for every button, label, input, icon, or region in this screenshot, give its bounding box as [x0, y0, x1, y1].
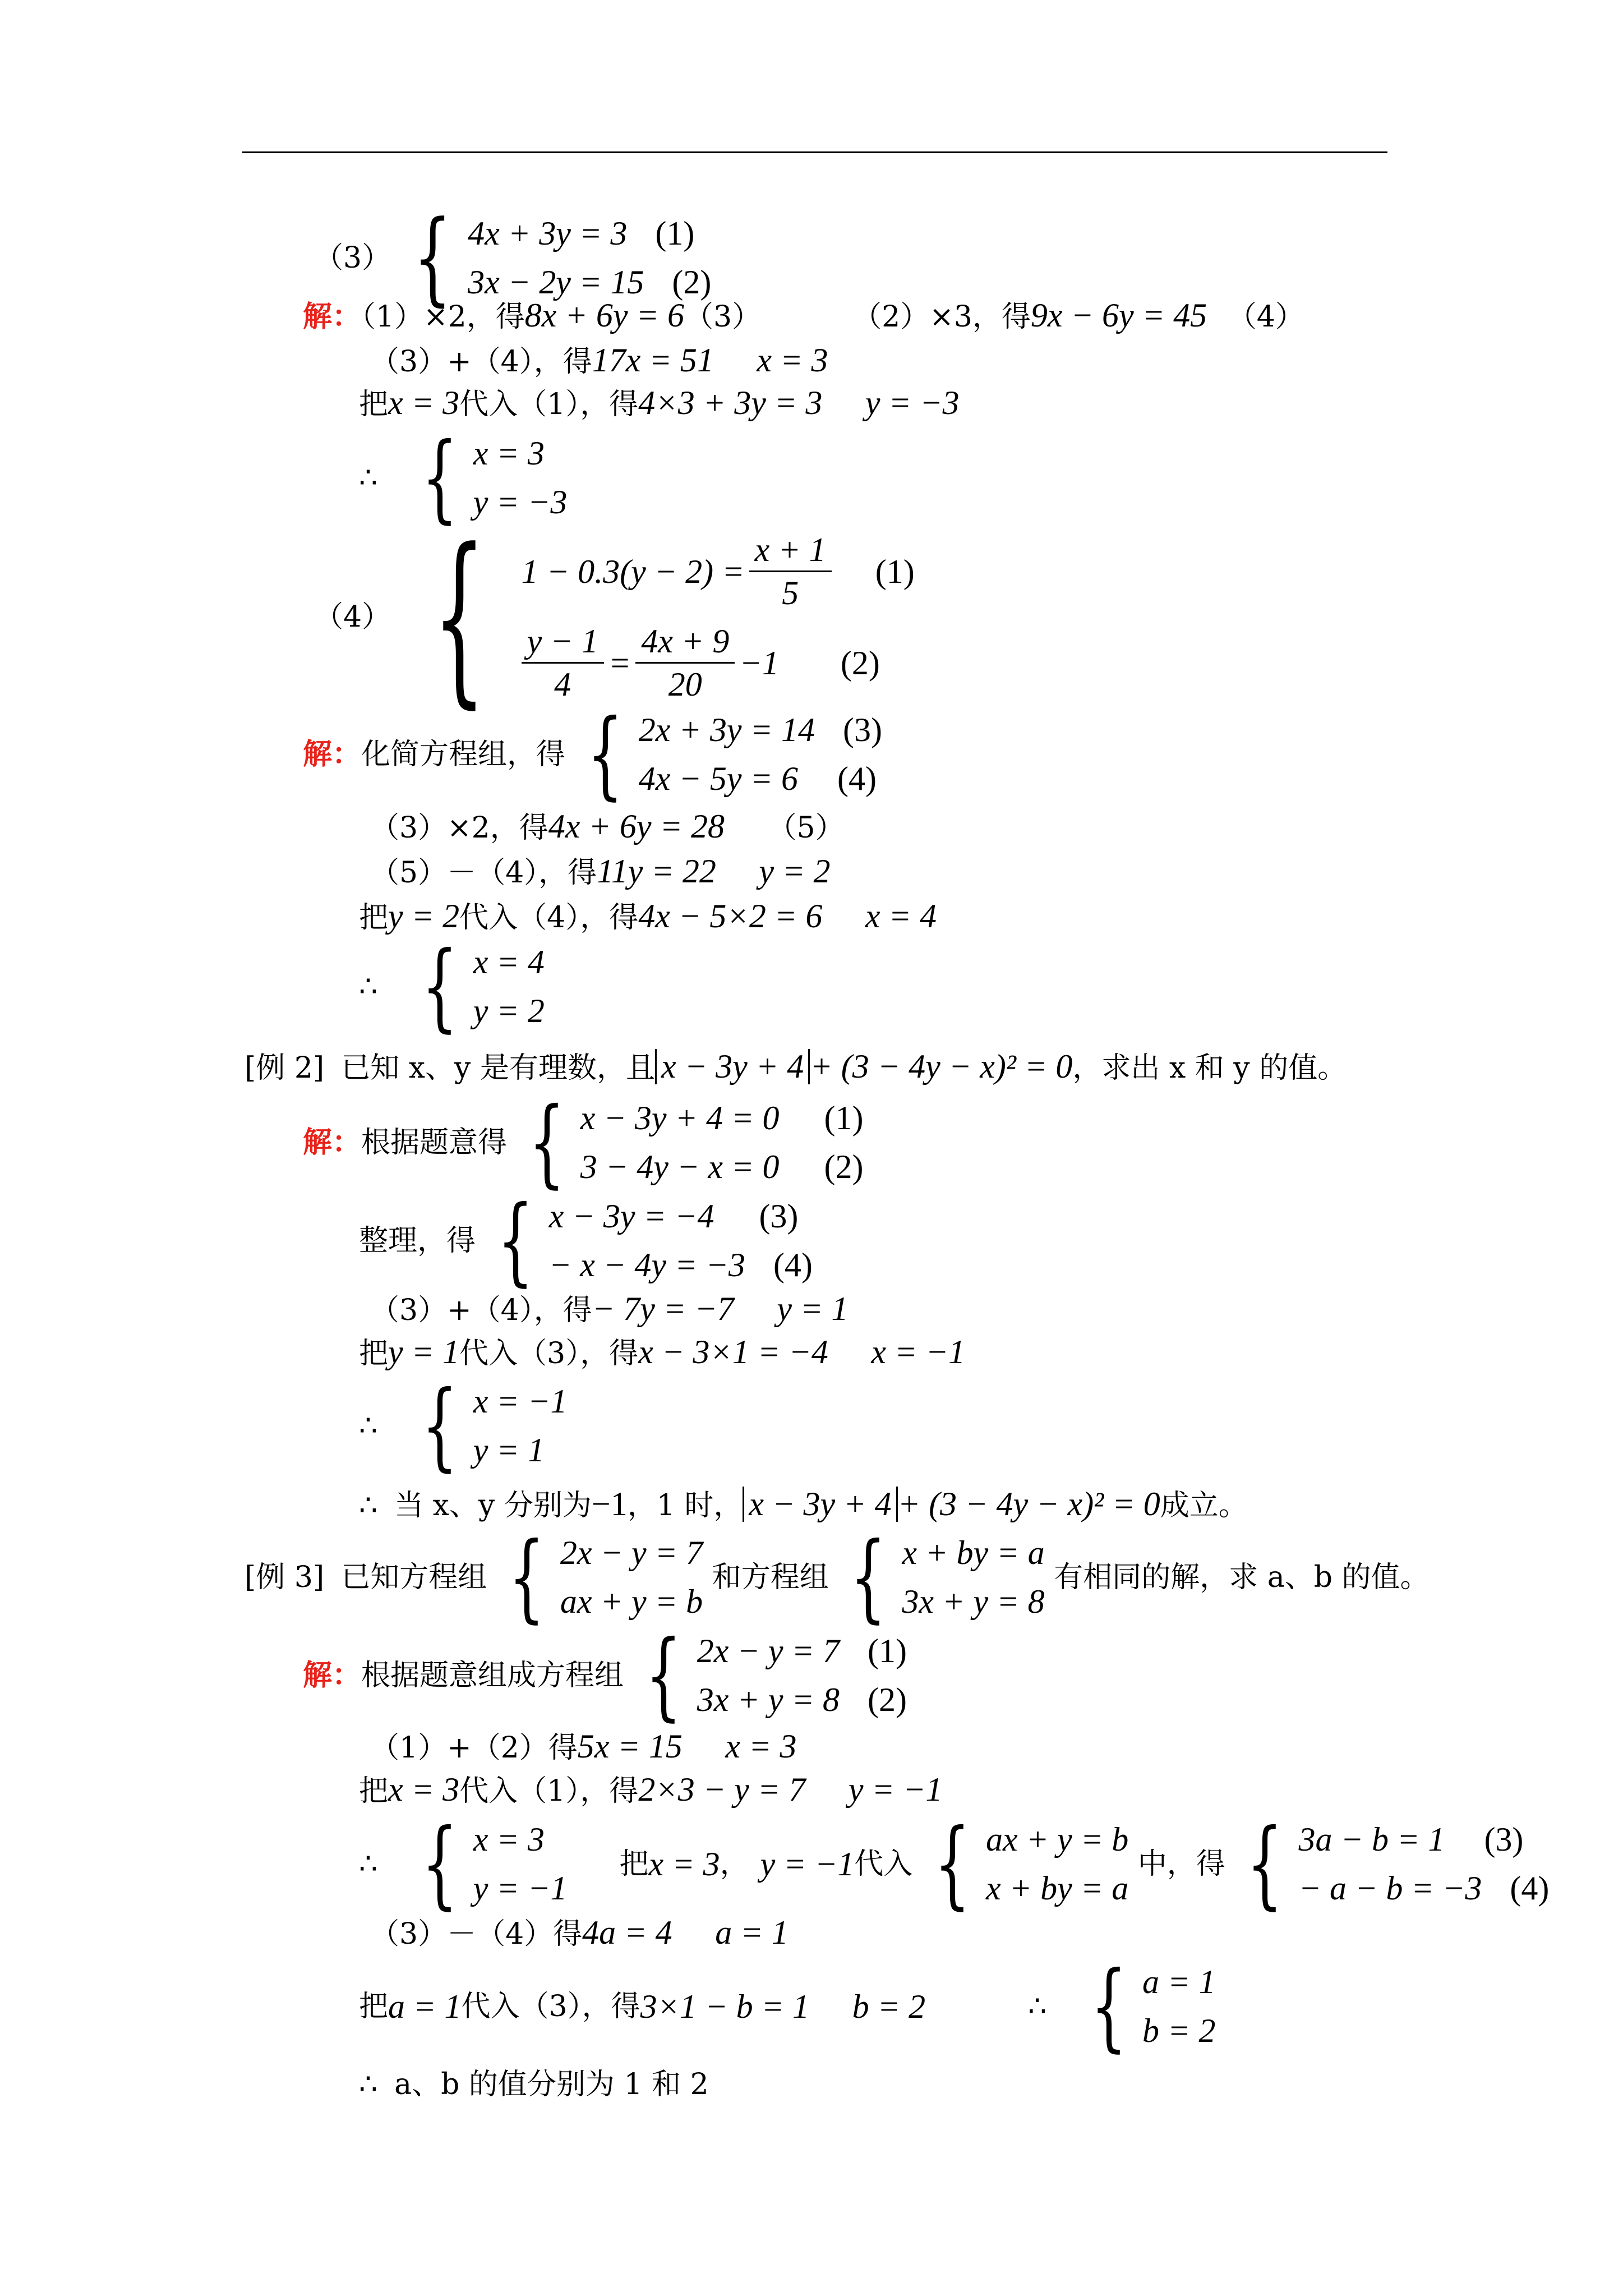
equation-system	[575, 699, 882, 810]
statement-text: 有相同的解，求 a、b 的值。	[1054, 1561, 1430, 1594]
answer-system	[1078, 1951, 1216, 2062]
equation-system	[838, 1522, 1045, 1633]
equation: 3a − b = 1	[1298, 1821, 1445, 1858]
step-text: 成立。	[1160, 1489, 1248, 1522]
therefore-symbol: ∴	[359, 970, 378, 1004]
answer-system	[409, 1370, 568, 1481]
answer: y = −1	[473, 1870, 568, 1907]
therefore-symbol: ∴	[359, 2068, 378, 2101]
equation: x + by = a	[902, 1534, 1045, 1571]
equation: 2x − y = 7	[697, 1632, 840, 1669]
left-brace: {	[508, 1522, 545, 1633]
fraction: $\frac{y - 1}{4}$	[522, 623, 604, 703]
equation-tag: (3)	[842, 711, 882, 748]
step-line	[359, 1951, 1216, 2062]
math: x = −1	[871, 1333, 965, 1370]
math: 2×3 − y = 7	[638, 1771, 806, 1808]
math: y = 1	[777, 1290, 849, 1327]
solution-label: 解：	[303, 1125, 362, 1159]
math: 8x + 6y = 6	[524, 297, 685, 334]
step-text: （3）	[684, 300, 762, 334]
math: 3×1 − b = 1	[640, 1988, 810, 2025]
equation: 4x − 5y = 6	[638, 760, 798, 797]
answer-system	[409, 931, 545, 1042]
statement-text: 已知 x、y 是有理数，且	[341, 1051, 655, 1085]
equation-system	[922, 1809, 1129, 1920]
answer: y = 1	[473, 1432, 545, 1469]
step-line	[359, 1335, 965, 1369]
therefore-symbol: ∴	[1028, 1990, 1047, 2023]
math: y = 2	[759, 853, 831, 890]
solution-line	[303, 699, 882, 810]
math: x = 3	[725, 1728, 797, 1765]
step-line	[370, 1916, 789, 1949]
equation-tag: (2)	[672, 264, 712, 301]
left-brace: {	[1090, 1951, 1127, 2062]
step-text: 中，得	[1137, 1847, 1225, 1881]
answer: y = 2	[473, 992, 545, 1029]
solution-label: 解：	[303, 1658, 362, 1692]
statement-text: 和方程组	[712, 1561, 829, 1594]
equation-tag: (1)	[824, 1099, 864, 1137]
fraction: $\frac{x + 1}{5}$	[749, 531, 832, 611]
equation-part: 1 − 0.3(y − 2) =	[521, 553, 745, 590]
solution-line	[303, 1087, 864, 1198]
answer: b = 2	[1142, 2012, 1216, 2049]
statement-text: 已知方程组	[341, 1561, 487, 1594]
step-text: 代入（3），得	[459, 1337, 639, 1370]
equation-tag: (4)	[1510, 1870, 1550, 1907]
left-brace: {	[432, 509, 486, 725]
equation: 4x + 3y = 3	[468, 215, 628, 252]
equation: x − 3y = −4	[548, 1198, 714, 1235]
problem-4	[314, 509, 915, 725]
answer: x = 3	[473, 435, 545, 472]
example-label: [例 2]	[245, 1051, 325, 1085]
math: 5x = 15	[577, 1728, 683, 1765]
conclusion-line	[359, 2070, 709, 2099]
math: 4x + 6y = 28	[548, 808, 725, 845]
math: y = −3	[865, 384, 960, 421]
answer: x = 4	[473, 944, 545, 981]
equation-tag: (1)	[875, 553, 915, 590]
step-text: 当 x、y 分别为	[394, 1489, 592, 1522]
equation: 3x − 2y = 15	[468, 264, 644, 301]
equation-tag: (3)	[759, 1198, 799, 1235]
therefore-symbol: ∴	[359, 1409, 378, 1443]
equation: x − 3y + 4 = 0	[580, 1099, 780, 1137]
equation-part: −1	[739, 644, 779, 682]
step-text: ，1 时，	[627, 1489, 743, 1522]
left-brace: {	[850, 1522, 887, 1633]
solution-line	[303, 298, 1304, 332]
equals: =	[608, 644, 631, 682]
step-text: （2）×3，得	[852, 300, 1031, 334]
equation: ax + y = b	[560, 1583, 703, 1620]
step-text: 代入（1），得	[459, 388, 639, 421]
math: x = 3	[648, 1846, 720, 1883]
answer: x = −1	[473, 1383, 568, 1420]
answer: a = 1	[1142, 1963, 1216, 2000]
math: a = 1	[715, 1914, 789, 1951]
math: 9x − 6y = 45	[1030, 297, 1207, 334]
step-line	[370, 854, 831, 888]
math: + (3 − 4y − x)² = 0	[810, 1048, 1073, 1085]
equation-tag: (2)	[867, 1681, 907, 1718]
answer: x = 3	[473, 1821, 545, 1858]
equation: 2x − y = 7	[560, 1534, 703, 1571]
answer-system	[409, 1809, 568, 1920]
math: − 7y = −7	[592, 1290, 734, 1327]
therefore-symbol: ∴	[359, 1489, 378, 1522]
math: 17x = 51	[592, 342, 714, 379]
math: y = −1	[760, 1846, 855, 1883]
step-line	[370, 809, 845, 843]
equation-tag: (1)	[655, 215, 695, 252]
answer-block	[359, 1370, 568, 1481]
equation: 3x + y = 8	[697, 1681, 840, 1718]
conclusion-line	[359, 1487, 1248, 1522]
step-text: 把	[619, 1847, 649, 1881]
equation-system	[517, 1087, 864, 1198]
answer-block	[359, 931, 545, 1042]
step-text: ，	[720, 1847, 749, 1881]
equation: − a − b = −3	[1298, 1870, 1482, 1907]
math: b = 2	[852, 1988, 926, 2025]
left-brace: {	[934, 1809, 971, 1920]
step-text: （5）－（4），得	[370, 856, 597, 890]
equation-system	[633, 1620, 907, 1731]
step-text: 代入（3），得	[461, 1990, 640, 2023]
example-2-statement	[245, 1049, 1347, 1084]
step-text: （3）×2，得	[370, 811, 548, 845]
math: 4x − 5×2 = 6	[638, 898, 823, 935]
step-text: 把	[359, 1774, 389, 1808]
step-text: （3）+（4），得	[370, 1294, 592, 1327]
left-brace: {	[1246, 1809, 1283, 1920]
step-text: 化简方程组，得	[361, 738, 566, 771]
left-brace: {	[421, 1370, 458, 1481]
equation-tag: (4)	[773, 1246, 813, 1283]
problem-label: （4）	[314, 600, 391, 634]
step-text: 把	[359, 388, 389, 421]
absolute-value: x − 3y + 4	[743, 1487, 897, 1522]
equation: x + by = a	[985, 1870, 1129, 1907]
equation: 2x + 3y = 14	[638, 711, 815, 748]
step-text: 代入	[854, 1847, 913, 1881]
math: 11y = 22	[597, 853, 716, 890]
step-text: 把	[359, 1990, 389, 2023]
left-brace: {	[421, 422, 458, 533]
equation-system	[496, 1522, 703, 1633]
step-text: 根据题意得	[361, 1126, 508, 1159]
equation-tag: (2)	[824, 1148, 864, 1185]
equation-tag: (2)	[840, 644, 880, 682]
equation-tag: (1)	[867, 1632, 907, 1669]
left-brace: {	[645, 1620, 682, 1731]
header-rule	[242, 151, 1387, 153]
therefore-symbol: ∴	[359, 461, 378, 495]
step-text: （3）－（4）得	[370, 1917, 583, 1951]
equation: 3x + y = 8	[902, 1583, 1045, 1620]
step-line	[359, 1773, 942, 1806]
math: 4a = 4	[582, 1914, 672, 1951]
step-line	[370, 1292, 849, 1326]
math: y = 1	[388, 1333, 460, 1370]
left-brace: {	[413, 199, 452, 316]
equation-system	[1234, 1809, 1550, 1920]
step-text: （3）+（4），得	[370, 345, 592, 379]
therefore-symbol: ∴	[359, 1847, 378, 1881]
step-text: （5）	[767, 811, 845, 845]
left-brace: {	[421, 931, 458, 1042]
equation: ax + y = b	[985, 1821, 1129, 1858]
step-text: 代入（4），得	[459, 901, 639, 935]
solution-line	[303, 1620, 907, 1731]
step-text: （4）	[1227, 300, 1304, 334]
equation-tag: (4)	[837, 760, 877, 797]
math: −1	[591, 1485, 628, 1522]
step-text: 整理，得	[359, 1224, 476, 1258]
math: y = 2	[388, 898, 460, 935]
answer: y = −3	[473, 484, 568, 521]
step-line	[359, 899, 937, 933]
step-text: 代入（1），得	[459, 1774, 639, 1808]
step-text: （1）×2，得	[361, 300, 525, 334]
math: + (3 − 4y − x)² = 0	[897, 1485, 1160, 1522]
fraction: $\frac{4x + 9}{20}$	[635, 623, 735, 703]
statement-text: ，求出 x 和 y 的值。	[1072, 1051, 1347, 1085]
absolute-value: x − 3y + 4	[655, 1049, 810, 1084]
step-line	[370, 343, 828, 377]
step-text: 把	[359, 901, 389, 935]
left-brace: {	[421, 1809, 458, 1920]
math: a = 1	[388, 1988, 462, 2025]
equation-tag: (3)	[1484, 1821, 1524, 1858]
step-text: 根据题意组成方程组	[361, 1659, 624, 1692]
step-line	[359, 1185, 813, 1296]
equation-system	[485, 1185, 813, 1296]
step-text: a、b 的值分别为 1 和 2	[394, 2068, 709, 2101]
left-brace: {	[528, 1087, 565, 1198]
math: x = 3	[388, 1771, 460, 1808]
step-text: 把	[359, 1337, 389, 1370]
math: x − 3×1 = −4	[638, 1333, 828, 1370]
math: x = 4	[865, 898, 937, 935]
solution-label: 解：	[303, 300, 362, 334]
step-line	[359, 1809, 1550, 1920]
equation-system	[400, 509, 915, 725]
problem-label: （3）	[314, 241, 391, 275]
left-brace: {	[587, 699, 624, 810]
solution-label: 解：	[303, 737, 362, 771]
example-label: [例 3]	[245, 1561, 325, 1594]
example-3-statement	[245, 1522, 1430, 1633]
step-text: （1）+（2）得	[370, 1731, 578, 1765]
equation: 3 − 4y − x = 0	[580, 1148, 780, 1185]
equation: − x − 4y = −3	[548, 1246, 745, 1283]
step-line	[359, 386, 959, 420]
left-brace: {	[497, 1185, 534, 1296]
math: y = −1	[848, 1771, 943, 1808]
math: x = 3	[757, 342, 828, 379]
math: x = 3	[388, 384, 460, 421]
math: 4×3 + 3y = 3	[638, 384, 823, 421]
step-line	[370, 1729, 797, 1763]
